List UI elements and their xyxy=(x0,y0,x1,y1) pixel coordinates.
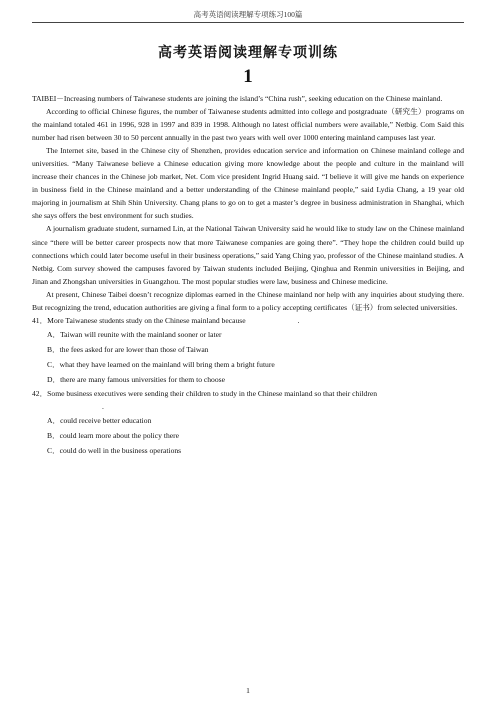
paragraph: According to official Chinese figures, the number of Taiwanese students admitted into college and postgraduate（研究生）programs on the mainland totaled 461 in 1996, 928 in 1997 and 839 in 1998. Although no latest official numbers were available,” Netbig. Com Said this number had risen between 30 to 50 percent annually in the past two years with well over 1000 entering mainland campuses last year. xyxy=(32,107,464,143)
question-stem-end: . xyxy=(297,315,300,325)
article-number: 1 xyxy=(243,66,253,87)
header-rule xyxy=(32,22,464,23)
paragraph: The Internet site, based in the Chinese city of Shenzhen, provides education service and information on Chinese mainland college and universities. “Many Taiwanese believe a Chinese education giving more knowledge about the people and culture in the mainland will increase their chances in the Chinese job market, Net. Com vice president Ingrid Huang said. “I believe it will give me hands on experience in business field in the Chinese mainland and a better understanding of the Chinese mainland people,” said Lydia Chang, a 19 year old majoring in journalism at Shih Shin University. Chang plans to go on to get a master’s degree in business administration in Shanghai, which she says offers the best environment for such studies. xyxy=(32,146,464,221)
question-41 xyxy=(32,314,464,327)
option-41-a: A．Taiwan will reunite with the mainland sooner or later xyxy=(47,329,222,339)
option-42-b: B．could learn more about the policy there xyxy=(47,430,180,440)
paragraph: TAIBEI－Increasing numbers of Taiwanese students are joining the island’s “China rush”, seeking education on the Chinese mainland. xyxy=(32,94,443,103)
page-number: 1 xyxy=(246,686,250,695)
question-stem-end: . xyxy=(102,401,104,411)
article-body xyxy=(32,92,464,458)
option-42-a: A．could receive better education xyxy=(47,415,152,425)
running-header: 高考英语阅读理解专项练习100篇 xyxy=(193,10,303,19)
option-42-c: C．could do well in the business operations xyxy=(47,445,182,455)
question-stem: 41．More Taiwanese students study on the Chinese mainland because xyxy=(32,315,246,325)
option-41-c: C．what they have learned on the mainland will bring them a bright future xyxy=(47,359,275,369)
page-title: 高考英语阅读理解专项训练 xyxy=(158,45,338,61)
paragraph: A journalism graduate student, surnamed Lin, at the National Taiwan University said he would like to study law on the Chinese mainland since “there will be better career prospects now that more Taiwanese companies are going there”. “They hope the children could build up connections which could later become useful in their business operations,” said Yang Ching yao, professor of the Chinese mainland studies. A Netbig. Com survey showed the campuses favored by Taiwan students included Beijing, Qinghua and Renmin universities in Beijing, and Jinan and Zhongshan universities in Guangzhou. The most popular studies were law, business and Chinese medicine. xyxy=(32,224,464,286)
option-41-b: B．the fees asked for are lower than those of Taiwan xyxy=(47,344,209,354)
option-41-d: D．there are many famous universities for them to choose xyxy=(47,374,225,384)
question-stem: 42．Some business executives were sending their children to study in the Chinese mainland so that their children xyxy=(32,388,378,398)
paragraph: At present, Chinese Taibei doesn’t recognize diplomas earned in the Chinese mainland nor help with any inquiries about studying there. But recognizing the trend, education authorities are giving a final form to a policy accepting certificates（证书）from selected universities. xyxy=(32,289,464,312)
question-42 xyxy=(32,387,464,413)
